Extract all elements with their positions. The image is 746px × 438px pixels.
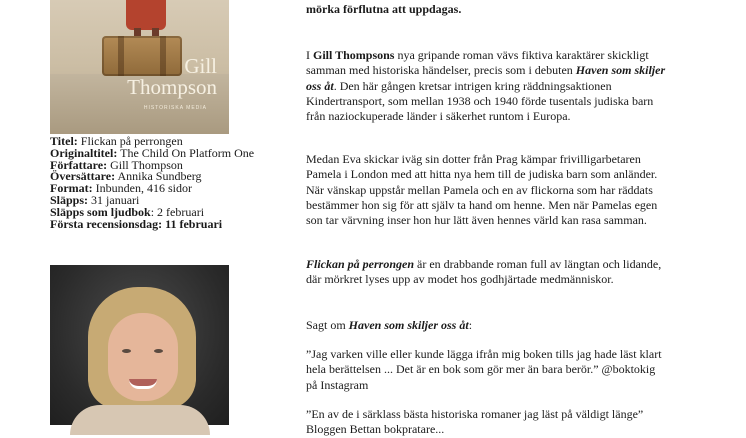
paragraph-summary: Flickan på perrongen är en drabbande roman full av längtan och lidande, där mörkret lyses upp av modet hos godhjärtade medmänniskor.	[306, 257, 662, 287]
detail-format: Format: Inbunden, 416 sidor	[50, 181, 192, 196]
quote-bettan: ”En av de i särklass bästa historiska romaner jag läst på väldigt länge” Bloggen Bettan bokpratare...	[306, 407, 644, 437]
paragraph-quotes-heading: Sagt om Haven som skiljer oss åt:	[306, 318, 473, 332]
intro-line: mörka förflutna att uppdagas.	[306, 2, 462, 16]
paragraph-plot: Medan Eva skickar iväg sin dotter från Prag kämpar frivilligarbetaren Pamela i London med att hitta nya hem till de judiska barn som anländer. När vänskap uppstår mellan Pamela och en av flickorna som har räddats bestämmer hon sig för att själv ta hand om henne. Men när Pamelas egen son tar värvning inser hon hur lätt även hennes värld kan rasa samman.	[306, 152, 658, 228]
detail-translator: Översättare: Annika Sundberg	[50, 169, 202, 184]
author-photo	[50, 265, 229, 425]
book-details	[50, 136, 300, 230]
detail-release: Släpps: 31 januari	[50, 192, 140, 207]
book-cover-image	[50, 0, 229, 129]
paragraph-author-intro: I Gill Thompsons nya gripande roman vävs fiktiva karaktärer skickligt samman med historiska händelser, precis som i debuten Haven som skiljer oss åt. Den här gången kretsar intrigen kring räddningsaktionen Kindertransport, som mellan 1938 och 1940 förde tusentals judiska barn från naziockuperade länder i säkerhet runtom i Europa.	[306, 48, 666, 124]
detail-author: Författare: Gill Thompson	[50, 157, 183, 172]
cover-girl-figure	[126, 0, 166, 30]
detail-review-date: Första recensionsdag: 11 februari	[50, 216, 223, 231]
cover-author-name: Gill Thompson	[127, 54, 217, 99]
detail-original-title: Originaltitel: The Child On Platform One	[50, 145, 255, 160]
cover-publisher: HISTORISKA MEDIA	[143, 105, 207, 111]
detail-title: Titel: Flickan på perrongen	[50, 134, 183, 148]
quote-boktokig: ”Jag varken ville eller kunde lägga ifrån mig boken tills jag hade läst klart hela berättelsen ... Det är en bok som gör mer än bara berör.” @boktokig på Instagram	[306, 347, 662, 392]
detail-audiobook-release: Släpps som ljudbok: 2 februari	[50, 204, 205, 219]
